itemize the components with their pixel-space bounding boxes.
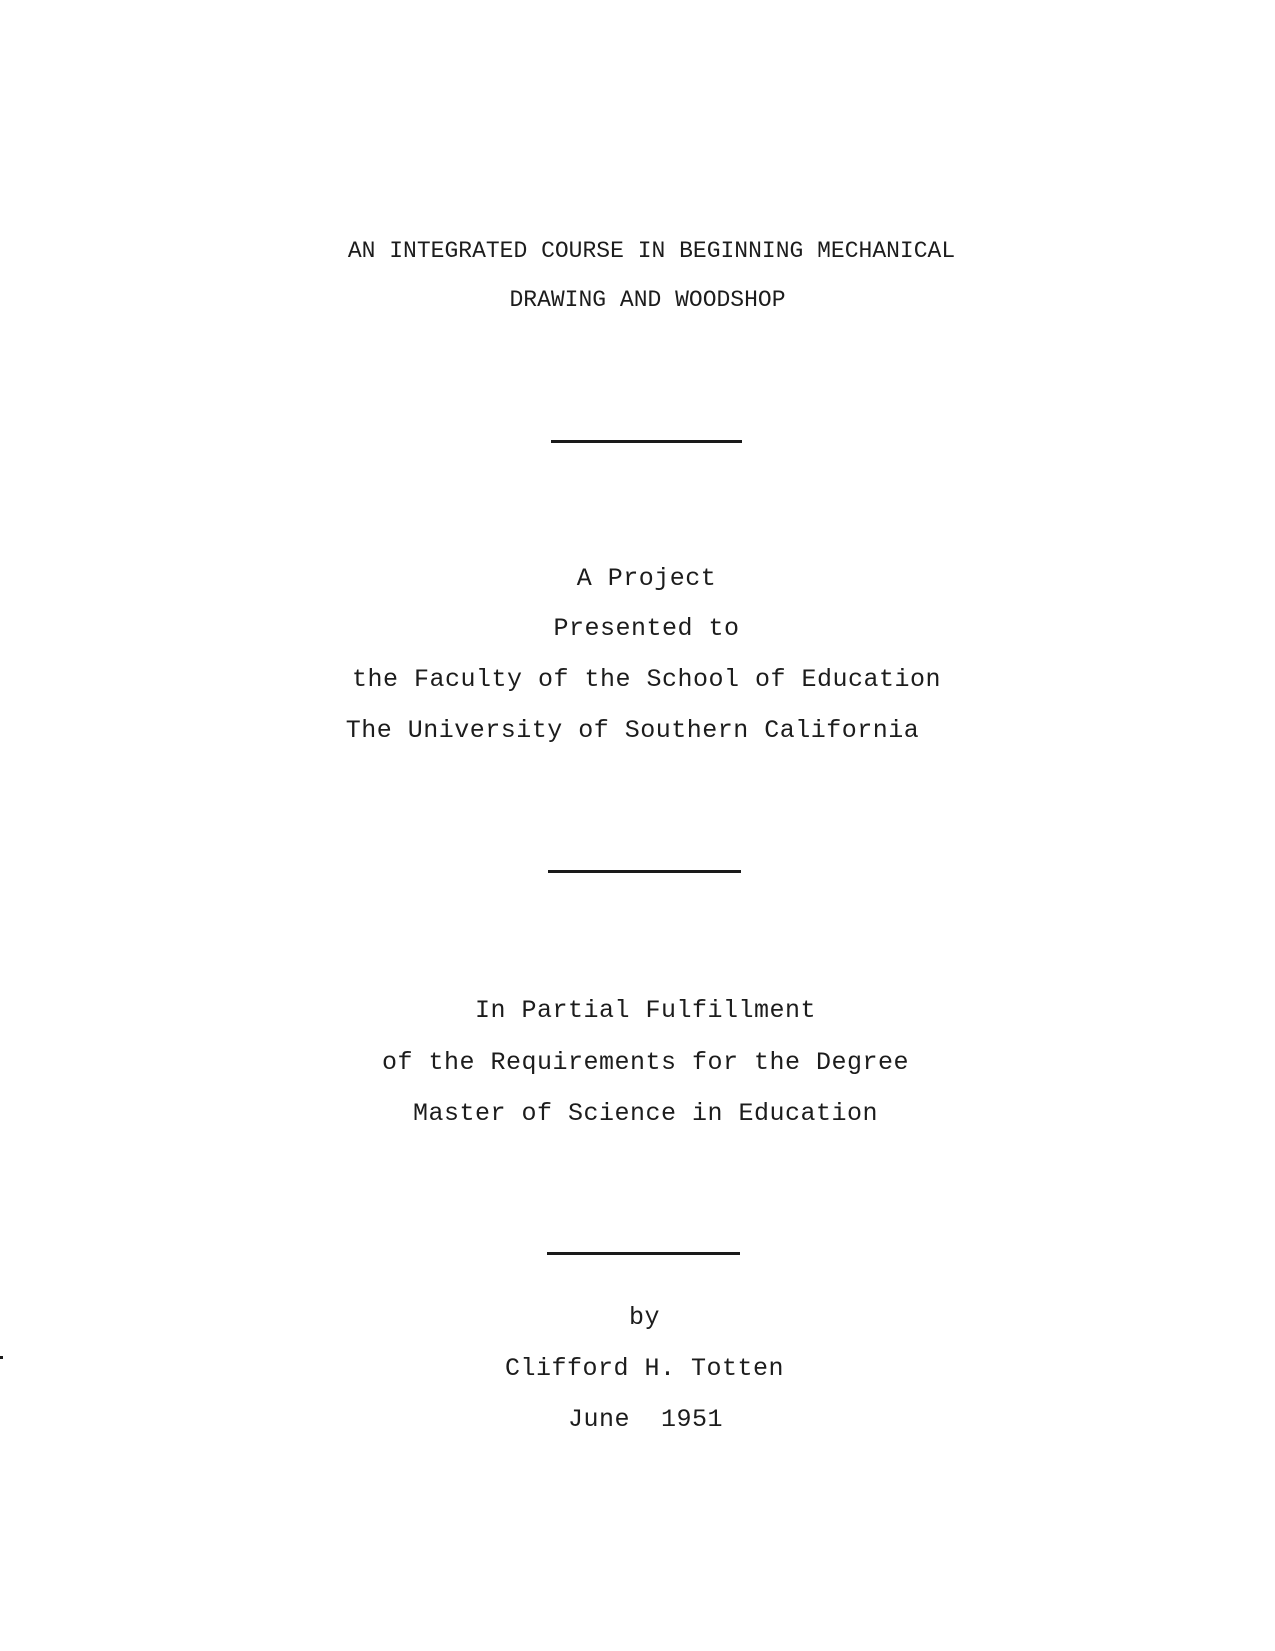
divider-rule-2 bbox=[548, 870, 741, 873]
title-line-2: DRAWING AND WOODSHOP bbox=[509, 287, 786, 313]
title-line-1: AN INTEGRATED COURSE IN BEGINNING MECHANICAL bbox=[347, 238, 956, 264]
degree-line: Master of Science in Education bbox=[412, 1099, 879, 1128]
presented-to-label: Presented to bbox=[553, 614, 740, 643]
partial-fulfillment-line: In Partial Fulfillment bbox=[474, 996, 817, 1025]
project-label: A Project bbox=[576, 564, 717, 593]
author-name: Clifford H. Totten bbox=[504, 1354, 785, 1383]
university-line: The University of Southern California bbox=[345, 716, 920, 745]
submission-date: June 1951 bbox=[567, 1405, 724, 1434]
scan-speck bbox=[0, 1356, 3, 1359]
faculty-line: the Faculty of the School of Education bbox=[351, 665, 942, 694]
requirements-line: of the Requirements for the Degree bbox=[381, 1048, 910, 1077]
divider-rule-1 bbox=[551, 440, 742, 443]
divider-rule-3 bbox=[547, 1252, 740, 1255]
by-label: by bbox=[628, 1303, 660, 1332]
